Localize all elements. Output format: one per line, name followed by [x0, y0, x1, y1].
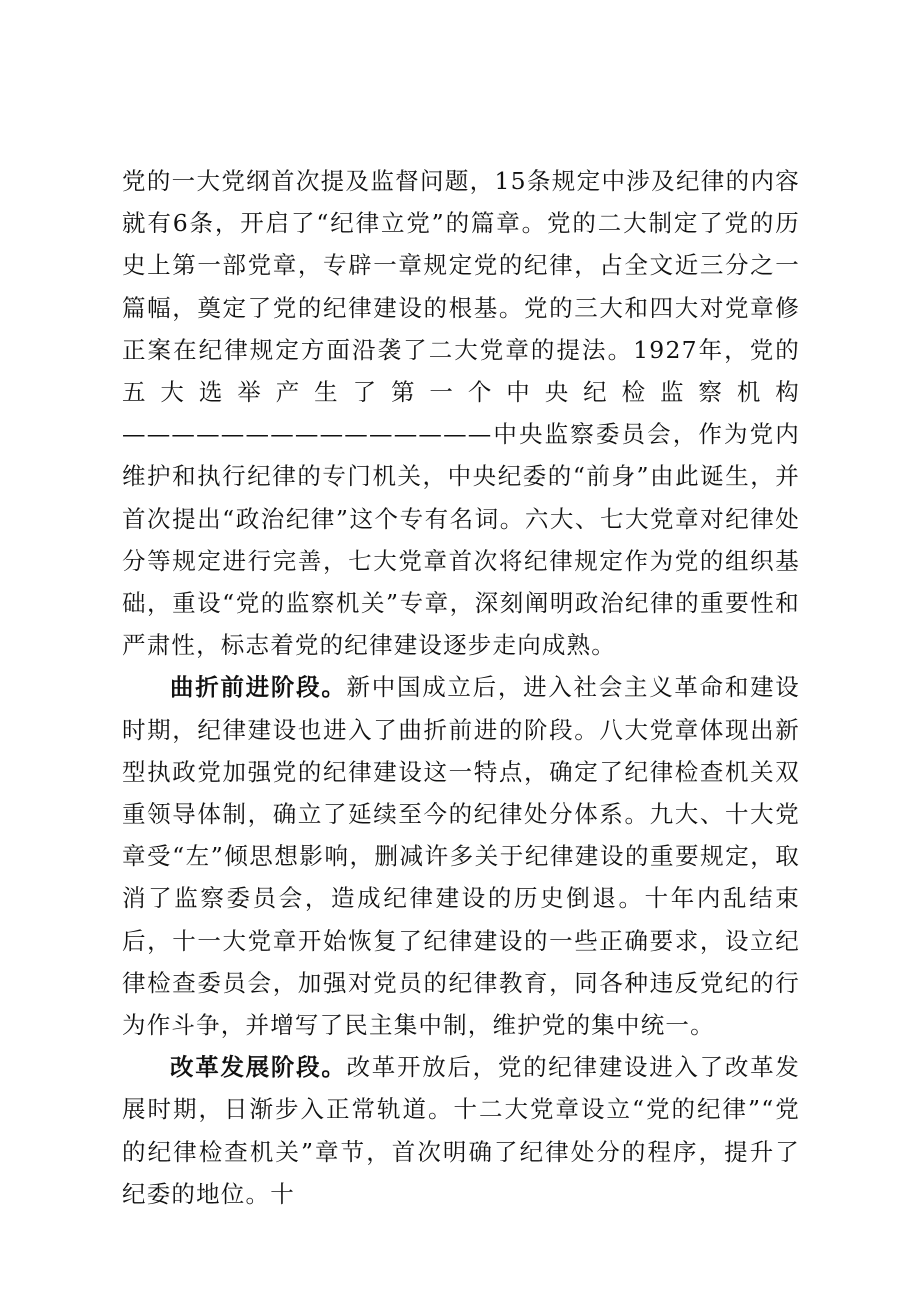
paragraph-2-text: 新中国成立后，进入社会主义革命和建设时期，纪律建设也进入了曲折前进的阶段。八大党章体现出新型执政党加强党的纪律建设这一特点，确定了纪律检查机关双重领导体制，确立了延续至今的纪律处分体系。九大、十大党章受“左”倾思想影响，删减许多关于纪律建设的重要规定，取消了监察委员会，造成纪律建设的历史倒退。十年内乱结束后，十一大党章开始恢复了纪律建设的一些正确要求，设立纪律检查委员会，加强对党员的纪律教育，同各种违反党纪的行为作斗争，并增写了民主集中制，维护党的集中统一。: [122, 673, 800, 1040]
paragraph-1-text: 党的一大党纲首次提及监督问题，15条规定中涉及纪律的内容就有6条，开启了“纪律立党”的篇章。党的二大制定了党的历史上第一部党章，专辟一章规定党的纪律，占全文近三分之一篇幅，奠定了党的纪律建设的根基。党的三大和四大对党章修正案在纪律规定方面沿袭了二大党章的提法。1927年，党的五大选举产生了第一个中央纪检监察机构———————————————中央监察委员会，作为党内维护和执行纪律的专门机关，中央纪委的“前身”由此诞生，并首次提出“政治纪律”这个专有名词。六大、七大党章对纪律处分等规定进行完善，七大党章首次将纪律规定作为党的组织基础，重设“党的监察机关”专章，深刻阐明政治纪律的重要性和严肃性，标志着党的纪律建设逐步走向成熟。: [122, 167, 800, 660]
paragraph-2: [122, 666, 800, 1046]
paragraph-3-heading: 改革发展阶段。: [170, 1053, 347, 1082]
document-body: [122, 160, 800, 1215]
paragraph-1: [122, 160, 800, 666]
paragraph-3: [122, 1046, 800, 1215]
paragraph-2-heading: 曲折前进阶段。: [170, 673, 347, 702]
paragraph-3-text: 改革开放后，党的纪律建设进入了改革发展时期，日渐步入正常轨道。十二大党章设立“党的纪律”“党的纪律检查机关”章节，首次明确了纪律处分的程序，提升了纪委的地位。十: [122, 1053, 800, 1208]
